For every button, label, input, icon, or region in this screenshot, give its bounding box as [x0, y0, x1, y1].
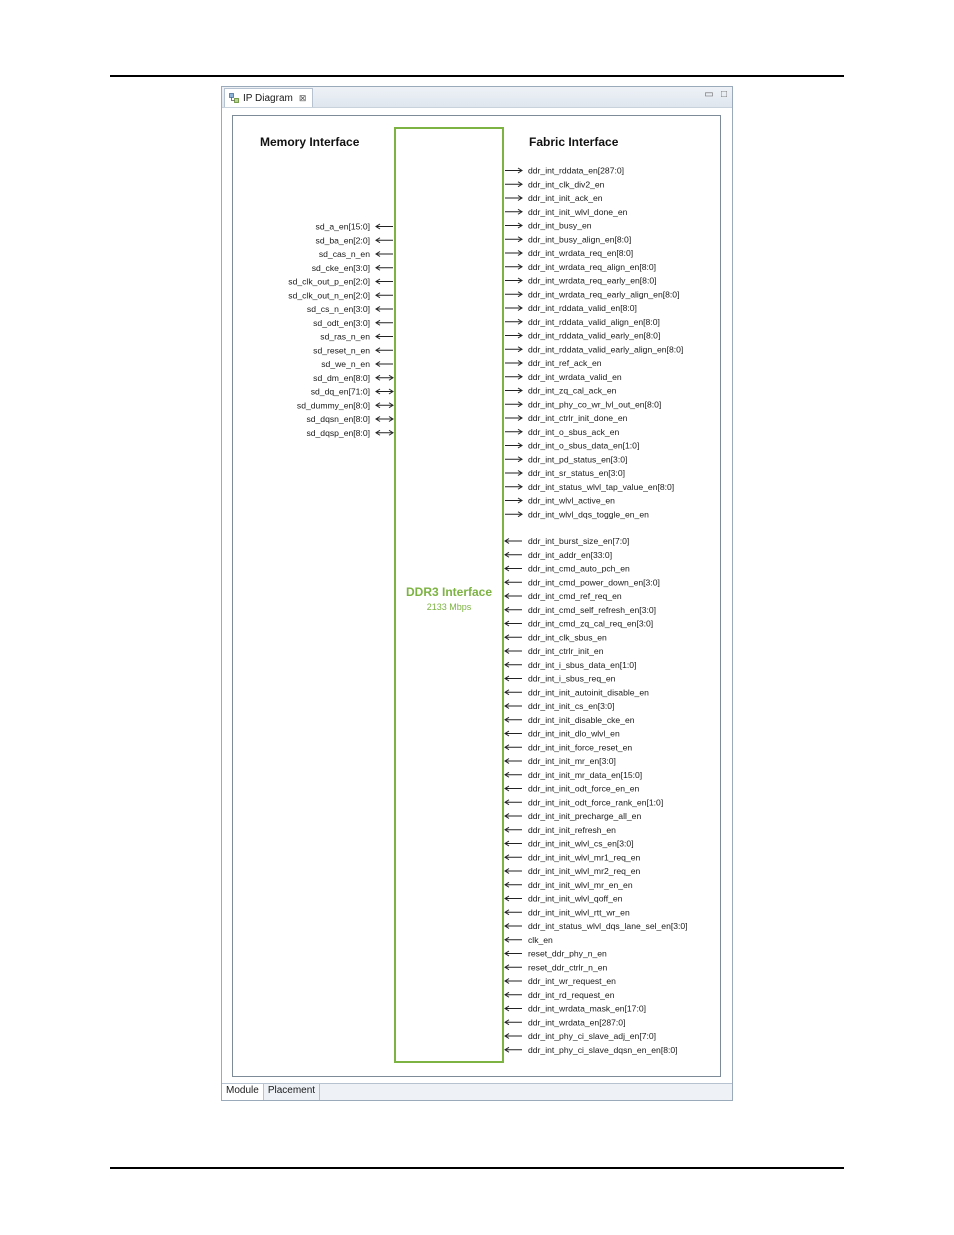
memory-pin-label: sd_clk_out_p_en[2:0]: [288, 276, 370, 287]
fabric-input-label: ddr_int_rd_request_en: [528, 989, 615, 1000]
fabric-output-label: ddr_int_o_sbus_data_en[1:0]: [528, 440, 640, 451]
fabric-output-label: ddr_int_phy_co_wr_lvl_out_en[8:0]: [528, 399, 662, 410]
fabric-output-label: ddr_int_wrdata_req_align_en[8:0]: [528, 261, 657, 272]
fabric-output-label: ddr_int_rddata_valid_early_en[8:0]: [528, 330, 661, 341]
fabric-input-label: ddr_int_phy_ci_slave_dqsn_en_en[8:0]: [528, 1044, 678, 1055]
fabric-output-label: ddr_int_rddata_valid_early_align_en[8:0]: [528, 344, 684, 355]
memory-pin-label: sd_dm_en[8:0]: [313, 372, 370, 383]
fabric-output-label: ddr_int_pd_status_en[3:0]: [528, 454, 628, 465]
fabric-input-label: ddr_int_wrdata_mask_en[17:0]: [528, 1003, 647, 1014]
block-subtitle: 2133 Mbps: [426, 602, 472, 612]
memory-interface-title: Memory Interface: [260, 135, 360, 149]
fabric-output-label: ddr_int_busy_en: [528, 220, 592, 231]
memory-pin-label: sd_cas_n_en: [318, 249, 370, 259]
fabric-input-label: ddr_int_init_dlo_wlvl_en: [528, 728, 620, 739]
fabric-output-label: ddr_int_o_sbus_ack_en: [528, 426, 620, 437]
block-title: DDR3 Interface: [405, 585, 493, 599]
memory-pin-label: sd_we_n_en: [321, 359, 370, 369]
fabric-input-label: ddr_int_init_wlvl_qoff_en: [528, 893, 623, 904]
memory-pin-label: sd_dummy_en[8:0]: [296, 400, 370, 411]
tab-module[interactable]: Module: [222, 1084, 264, 1100]
fabric-input-label: ddr_int_init_force_reset_en: [528, 742, 633, 753]
memory-pin-label: sd_dqsn_en[8:0]: [306, 414, 370, 424]
fabric-input-label: ddr_int_init_mr_data_en[15:0]: [528, 769, 643, 780]
fabric-input-label: reset_ddr_phy_n_en: [528, 948, 607, 959]
fabric-output-label: ddr_int_clk_div2_en: [528, 179, 605, 190]
fabric-output-label: ddr_int_rddata_valid_en[8:0]: [528, 303, 637, 313]
title-bar: [222, 87, 732, 108]
fabric-interface-title: Fabric Interface: [529, 135, 619, 149]
fabric-input-label: ddr_int_wrdata_en[287:0]: [528, 1017, 626, 1028]
fabric-input-label: reset_ddr_ctrlr_n_en: [528, 962, 608, 973]
fabric-input-label: ddr_int_init_odt_force_en_en: [528, 783, 640, 794]
minimize-icon[interactable]: ▭: [704, 89, 714, 100]
fabric-input-label: ddr_int_init_autoinit_disable_en: [528, 687, 649, 698]
memory-pin-label: sd_cke_en[3:0]: [311, 262, 370, 273]
tab-label: IP Diagram: [243, 92, 293, 104]
fabric-input-label: ddr_int_init_wlvl_mr1_req_en: [528, 852, 641, 863]
fabric-output-label: ddr_int_wrdata_valid_en: [528, 371, 622, 382]
fabric-output-label: ddr_int_rddata_en[287:0]: [528, 165, 625, 176]
fabric-input-label: ddr_int_init_odt_force_rank_en[1:0]: [528, 797, 664, 808]
fabric-input-label: ddr_int_init_refresh_en: [528, 824, 616, 835]
fabric-output-label: ddr_int_status_wlvl_tap_value_en[8:0]: [528, 481, 675, 492]
fabric-output-label: ddr_int_busy_align_en[8:0]: [528, 234, 632, 245]
fabric-output-label: ddr_int_wlvl_dqs_toggle_en_en: [528, 509, 649, 520]
memory-pin-label: sd_ba_en[2:0]: [315, 235, 370, 246]
fabric-output-label: ddr_int_wrdata_req_en[8:0]: [528, 248, 634, 258]
fabric-output-label: ddr_int_wrdata_req_early_en[8:0]: [528, 275, 657, 286]
fabric-input-label: ddr_int_addr_en[33:0]: [528, 549, 613, 560]
ip-diagram-window: [221, 86, 733, 1101]
memory-pin-label: sd_dqsp_en[8:0]: [306, 427, 370, 438]
fabric-input-label: ddr_int_init_wlvl_cs_en[3:0]: [528, 838, 634, 849]
pin-layer: [233, 116, 722, 1078]
fabric-input-label: ddr_int_ctrlr_init_en: [528, 646, 604, 656]
maximize-icon[interactable]: □: [720, 89, 728, 100]
memory-pin-label: sd_ras_n_en: [320, 331, 370, 342]
fabric-input-label: ddr_int_init_precharge_all_en: [528, 811, 642, 821]
fabric-input-label: ddr_int_init_wlvl_mr_en_en: [528, 879, 633, 890]
fabric-input-label: ddr_int_init_cs_en[3:0]: [528, 701, 615, 711]
fabric-input-label: ddr_int_wr_request_en: [528, 976, 616, 986]
fabric-output-label: ddr_int_init_wlvl_done_en: [528, 206, 628, 217]
fabric-input-label: ddr_int_init_disable_cke_en: [528, 714, 635, 725]
memory-pin-label: sd_dq_en[71:0]: [310, 386, 370, 397]
fabric-input-label: ddr_int_status_wlvl_dqs_lane_sel_en[3:0]: [528, 921, 688, 931]
fabric-input-label: ddr_int_cmd_ref_req_en: [528, 591, 622, 601]
diagram-icon: [229, 93, 239, 103]
memory-pin-label: sd_odt_en[3:0]: [313, 317, 370, 328]
fabric-input-label: ddr_int_init_mr_en[3:0]: [528, 756, 616, 766]
diagram-canvas: [232, 115, 721, 1077]
fabric-input-label: ddr_int_cmd_zq_cal_req_en[3:0]: [528, 618, 654, 629]
fabric-output-label: ddr_int_ref_ack_en: [528, 358, 602, 368]
memory-pin-label: sd_a_en[15:0]: [315, 221, 370, 232]
tab-ip-diagram[interactable]: [224, 88, 313, 107]
fabric-input-label: ddr_int_i_sbus_data_en[1:0]: [528, 659, 637, 670]
fabric-output-label: ddr_int_init_ack_en: [528, 193, 603, 203]
fabric-input-label: ddr_int_burst_size_en[7:0]: [528, 536, 630, 546]
memory-pin-label: sd_reset_n_en: [313, 345, 370, 356]
fabric-output-label: ddr_int_ctrlr_init_done_en: [528, 413, 628, 423]
bottom-tab-bar: [222, 1083, 732, 1100]
close-icon[interactable]: ⊠: [298, 92, 307, 103]
tab-placement[interactable]: Placement: [264, 1084, 320, 1100]
page-bottom-rule: [110, 1167, 844, 1169]
fabric-input-label: ddr_int_phy_ci_slave_adj_en[7:0]: [528, 1031, 657, 1041]
fabric-input-label: ddr_int_i_sbus_req_en: [528, 673, 616, 684]
memory-pin-label: sd_clk_out_n_en[2:0]: [288, 290, 370, 301]
fabric-input-label: ddr_int_cmd_power_down_en[3:0]: [528, 577, 660, 588]
fabric-output-label: ddr_int_rddata_valid_align_en[8:0]: [528, 316, 660, 327]
fabric-input-label: clk_en: [528, 934, 553, 945]
fabric-input-label: ddr_int_init_wlvl_mr2_req_en: [528, 866, 641, 876]
fabric-input-label: ddr_int_init_wlvl_rtt_wr_en: [528, 907, 630, 918]
fabric-input-label: ddr_int_cmd_auto_pch_en: [528, 563, 630, 574]
fabric-output-label: ddr_int_wlvl_active_en: [528, 495, 615, 506]
fabric-output-label: ddr_int_sr_status_en[3:0]: [528, 468, 625, 478]
fabric-input-label: ddr_int_clk_sbus_en: [528, 632, 607, 643]
page-top-rule: [110, 75, 844, 77]
fabric-output-label: ddr_int_zq_cal_ack_en: [528, 385, 617, 396]
fabric-input-label: ddr_int_cmd_self_refresh_en[3:0]: [528, 604, 657, 615]
memory-pin-label: sd_cs_n_en[3:0]: [306, 304, 370, 314]
fabric-output-label: ddr_int_wrdata_req_early_align_en[8:0]: [528, 289, 680, 300]
